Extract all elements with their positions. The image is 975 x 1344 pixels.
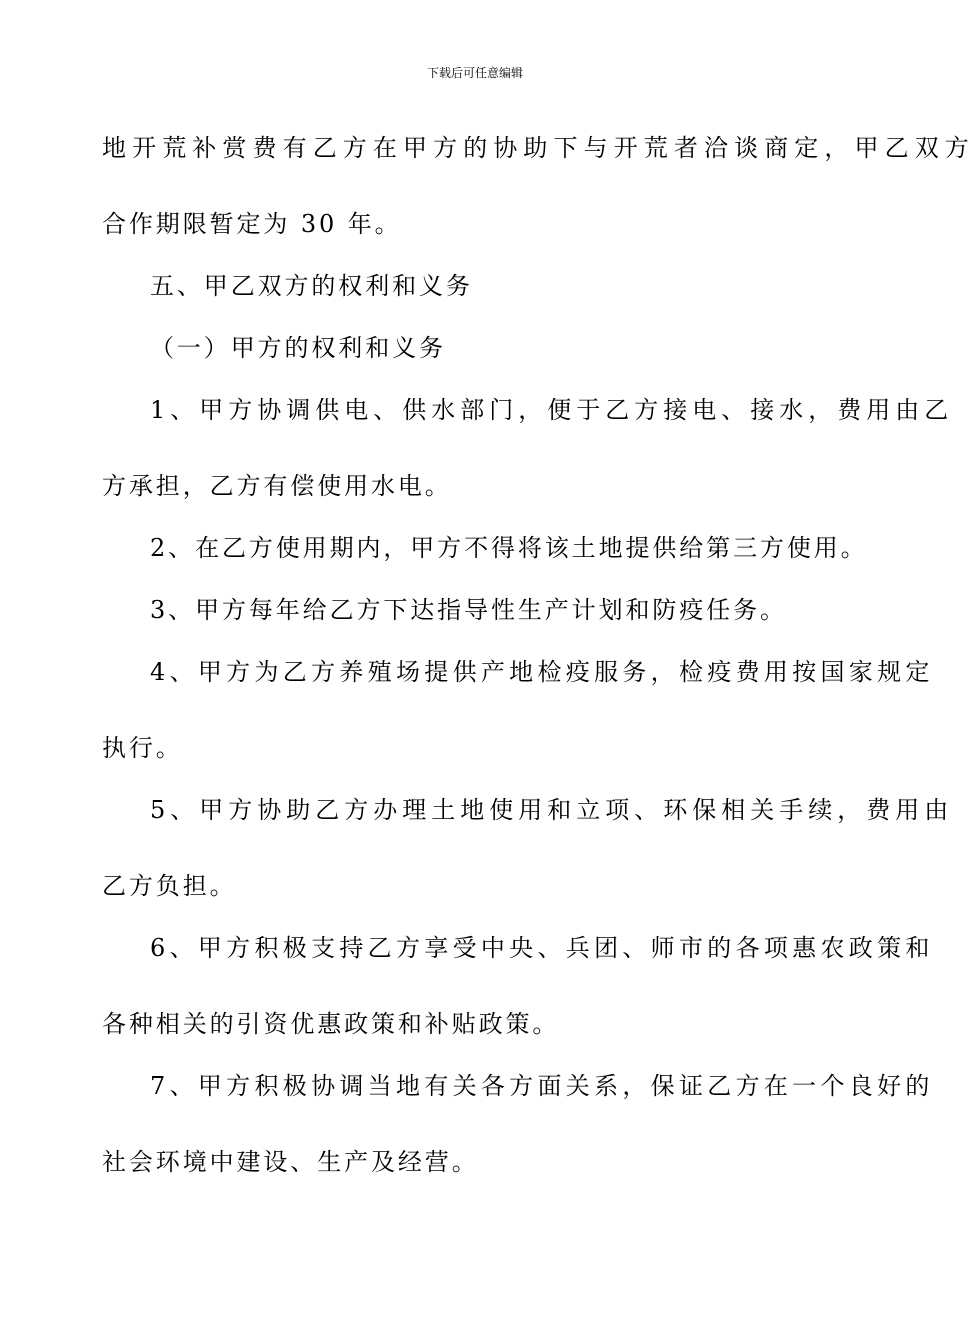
paragraph-line: 3、甲方每年给乙方下达指导性生产计划和防疫任务。: [150, 596, 787, 624]
paragraph-line: 方承担，乙方有偿使用水电。: [102, 472, 452, 500]
section-heading: 五、甲乙双方的权利和义务: [150, 272, 473, 300]
page-header: 下载后可任意编辑: [426, 66, 523, 80]
paragraph-line: 4、甲方为乙方养殖场提供产地检疫服务，检疫费用按国家规定: [150, 658, 934, 686]
paragraph-line: 各种相关的引资优惠政策和补贴政策。: [102, 1010, 560, 1038]
paragraph-line: 执行。: [102, 734, 183, 762]
paragraph-line: 2、在乙方使用期内，甲方不得将该土地提供给第三方使用。: [150, 534, 868, 562]
paragraph-line: 地开荒补赏费有乙方在甲方的协助下与开荒者洽谈商定，甲乙双方: [102, 134, 975, 162]
paragraph-line: 7、甲方积极协调当地有关各方面关系，保证乙方在一个良好的: [150, 1072, 934, 1100]
paragraph-line: 1、甲方协调供电、供水部门，便于乙方接电、接水，费用由乙: [150, 396, 954, 424]
paragraph-line: 社会环境中建设、生产及经营。: [102, 1148, 479, 1176]
paragraph-line: 乙方负担。: [102, 872, 237, 900]
subsection-heading: （一）甲方的权利和义务: [150, 334, 446, 362]
paragraph-line: 5、甲方协助乙方办理土地使用和立项、环保相关手续，费用由: [150, 796, 954, 824]
paragraph-line: 6、甲方积极支持乙方享受中央、兵团、师市的各项惠农政策和: [150, 934, 934, 962]
paragraph-line: 合作期限暂定为 30 年。: [102, 210, 402, 238]
